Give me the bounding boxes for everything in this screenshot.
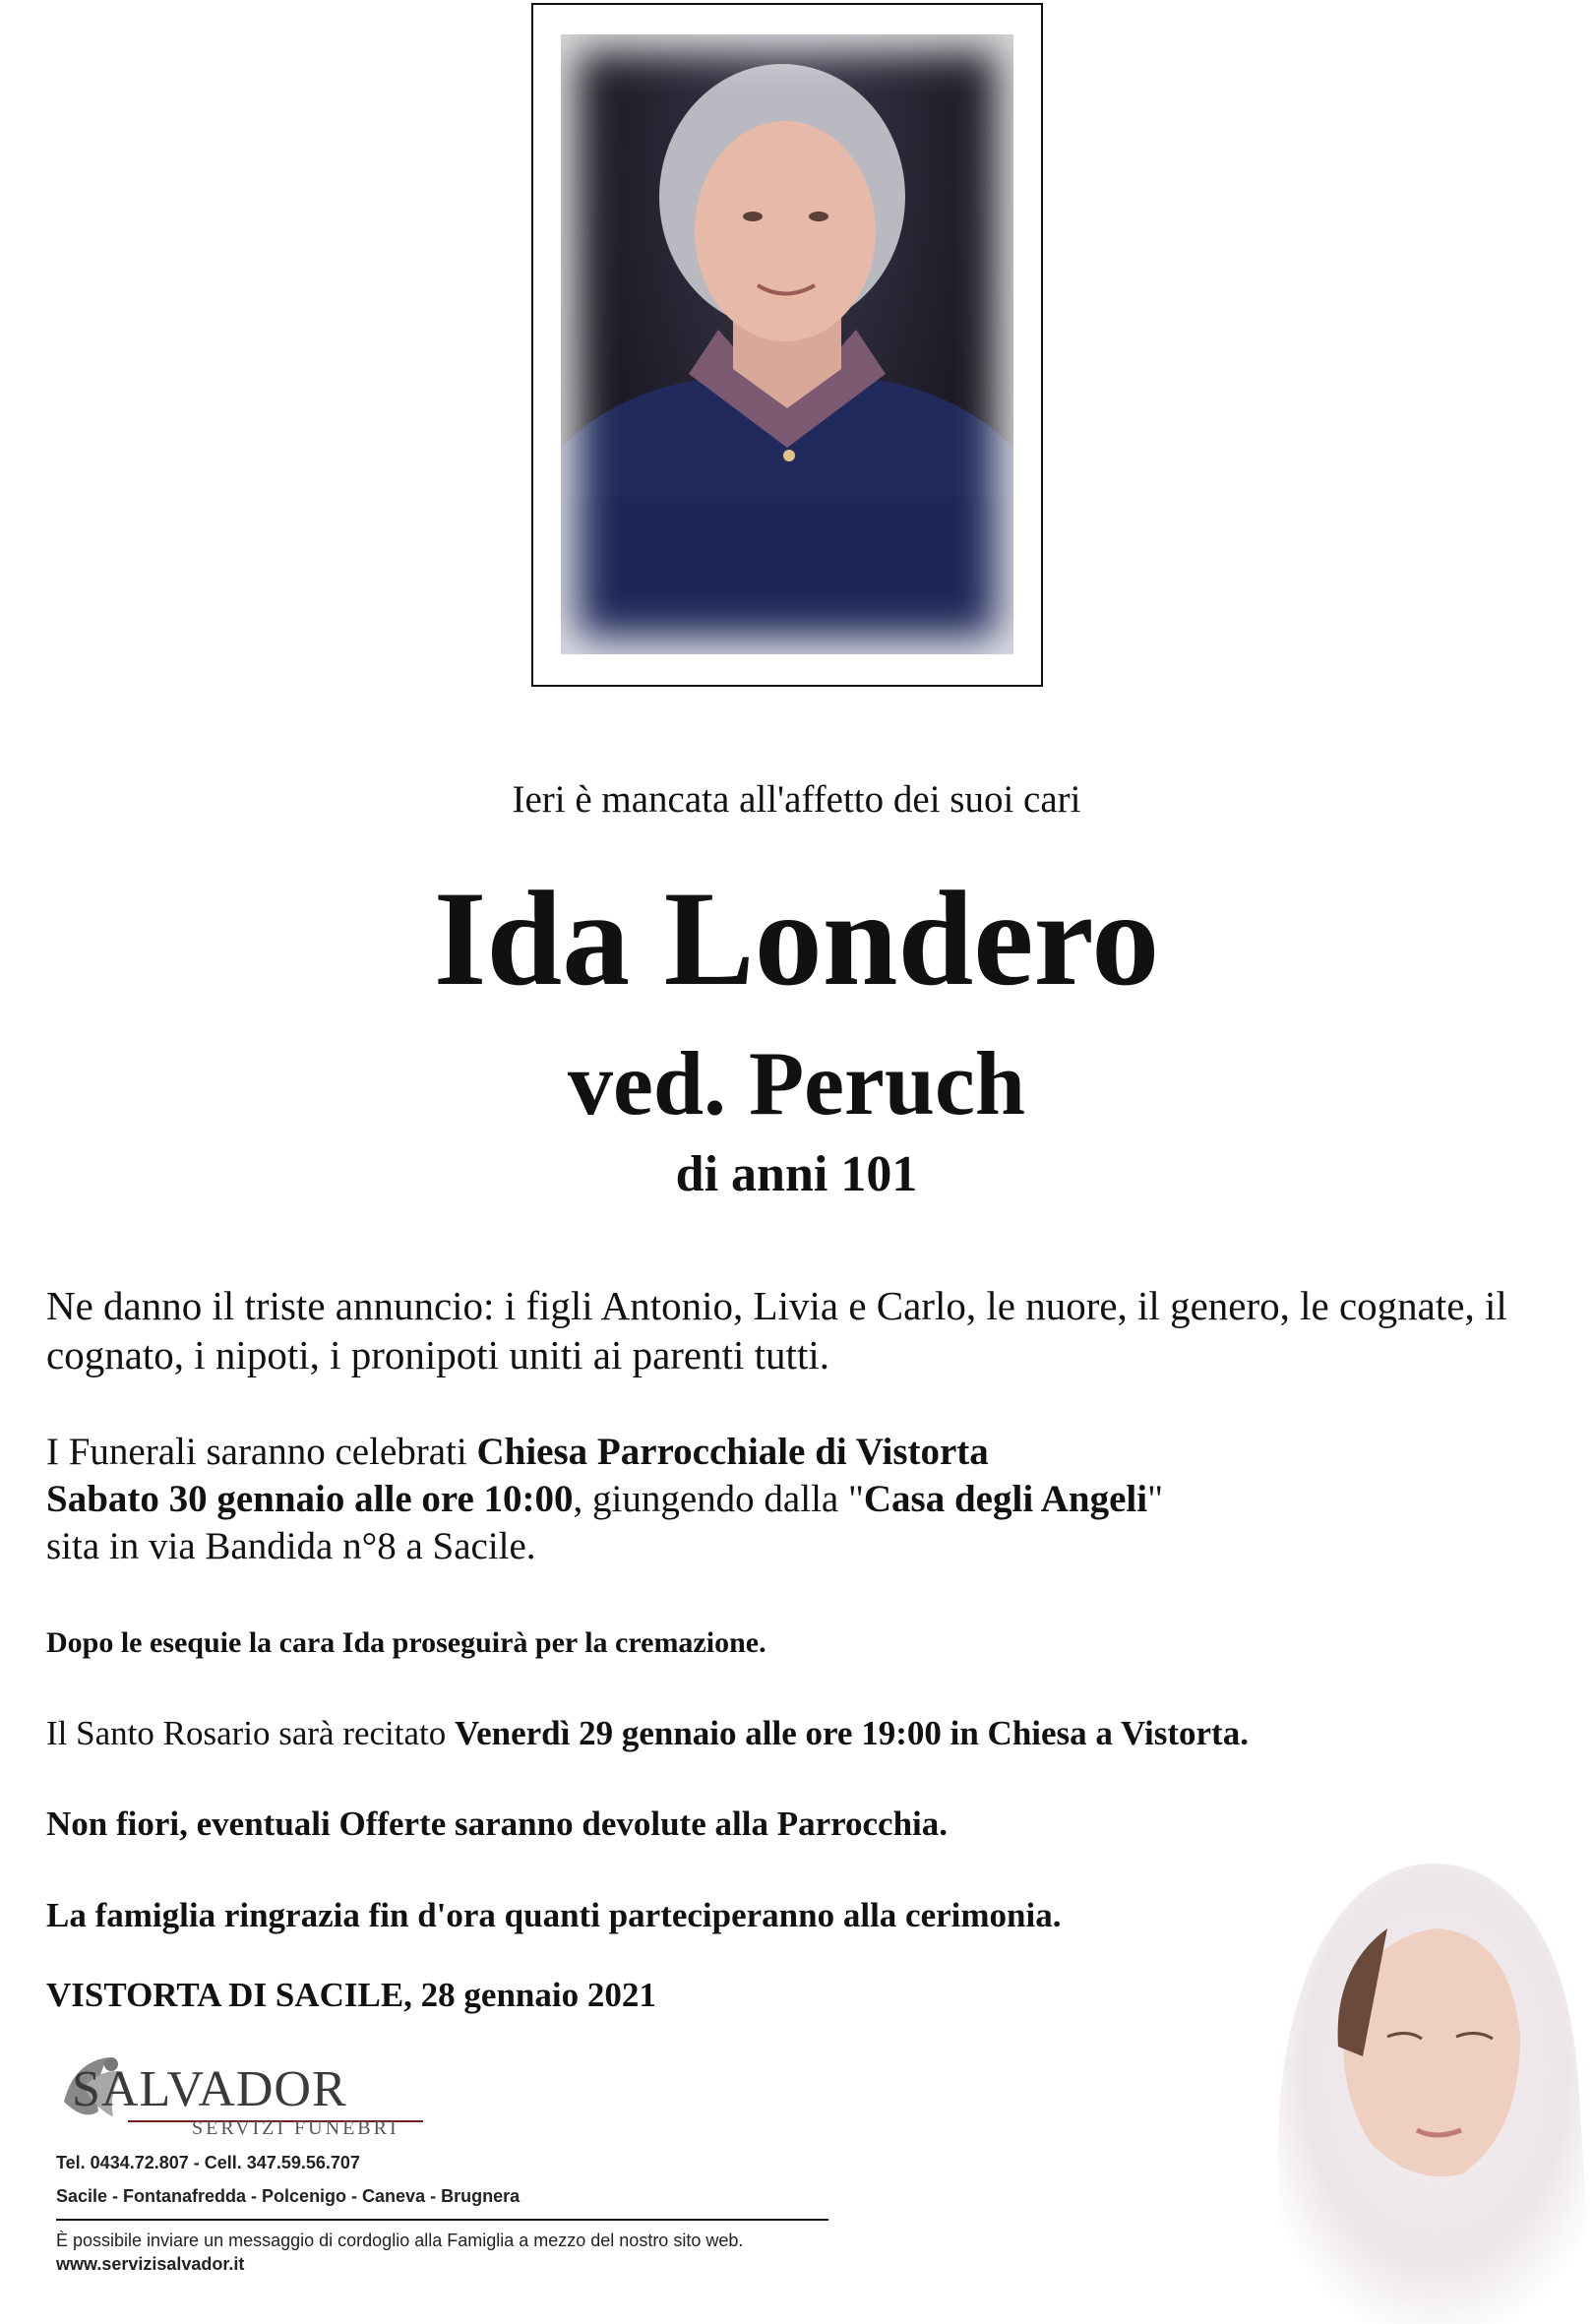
contact-towns: Sacile - Fontanafredda - Polcenigo - Caneva - Brugnera [56,2186,521,2206]
portrait-photo [561,34,1013,654]
website-link[interactable]: www.servizisalvador.it [56,2254,245,2274]
funeral-middle: , giungendo dalla " [573,1478,864,1520]
contact-phone: Tel. 0434.72.807 - Cell. 347.59.56.707 [56,2153,360,2172]
rosary-time: Venerdì 29 gennaio alle ore 19:00 in Chiesa a Vistorta. [455,1714,1249,1752]
funeral-details [46,1429,1542,1570]
deceased-name: Ida Londero [433,863,1160,1013]
thanks-note: La famiglia ringrazia fin d'ora quanti parteciperanno alla cerimonia. [46,1896,1062,1934]
age: di anni 101 [675,1146,918,1202]
funeral-church: Chiesa Parrocchiale di Vistorta [476,1431,989,1473]
condolence-note: È possibile inviare un messaggio di cordoglio alla Famiglia a mezzo del nostro sito web. [56,2231,744,2250]
intro-text: Ieri è mancata all'affetto dei suoi cari [512,778,1081,821]
footer-divider [56,2219,828,2221]
widow-of: ved. Peruch [567,1033,1026,1133]
portrait-frame [531,3,1043,687]
funeral-origin: Casa degli Angeli [863,1478,1148,1520]
funeral-prefix: I Funerali saranno celebrati [46,1431,477,1473]
place-date: VISTORTA DI SACILE, 28 gennaio 2021 [46,1976,656,2014]
funeral-quote-end: " [1147,1478,1164,1520]
flowers-note: Non fiori, eventuali Offerte saranno devolute alla Parrocchia. [46,1804,949,1843]
rosary-prefix: Il Santo Rosario sarà recitato [46,1714,456,1752]
funeral-date: Sabato 30 gennaio alle ore 10:00 [46,1478,574,1520]
announcement: Ne danno il triste annuncio: i figli Antonio, Livia e Carlo, le nuore, il genero, le cognate, il cognato, i nipoti, i pronipoti uniti ai parenti tutti. [46,1283,1507,1377]
cremation-note: Dopo le esequie la cara Ida proseguirà per la cremazione. [46,1626,766,1659]
funeral-address: sita in via Bandida n°8 a Sacile. [46,1525,536,1567]
logo-name: SALVADOR [72,2061,347,2117]
madonna-image [1225,1801,1593,2324]
logo-subtitle: SERVIZI FUNEBRI [192,2117,399,2139]
rosary-note [46,1710,1542,1757]
